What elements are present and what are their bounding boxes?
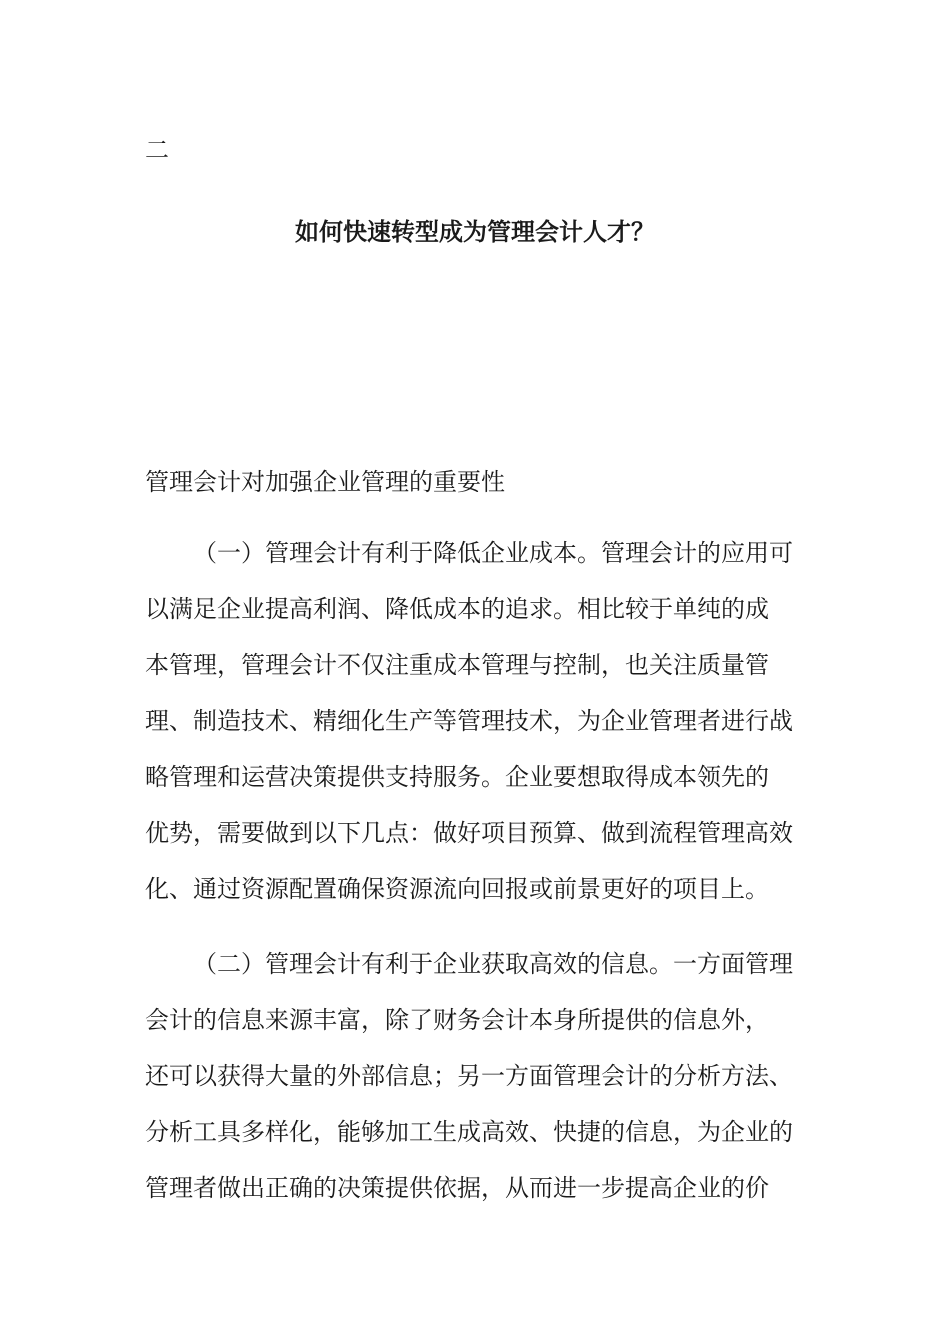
paragraph-line: 还可以获得大量的外部信息；另一方面管理会计的分析方法、 bbox=[145, 1062, 793, 1090]
paragraph-line: 会计的信息来源丰富，除了财务会计本身所提供的信息外， bbox=[145, 1006, 769, 1034]
paragraph-line: 管理者做出正确的决策提供依据，从而进一步提高企业的价 bbox=[145, 1174, 769, 1202]
paragraph-line: 以满足企业提高利润、降低成本的追求。相比较于单纯的成 bbox=[145, 595, 769, 623]
paragraph-line: （二）管理会计有利于企业获取高效的信息。一方面管理 bbox=[193, 950, 793, 978]
paragraph-cost-reduction bbox=[145, 533, 835, 925]
paragraph-line: （一）管理会计有利于降低企业成本。管理会计的应用可 bbox=[193, 539, 793, 567]
section-subheading: 管理会计对加强企业管理的重要性 bbox=[145, 468, 505, 496]
paragraph-line: 优势，需要做到以下几点：做好项目预算、做到流程管理高效 bbox=[145, 819, 793, 847]
paragraph-line: 化、通过资源配置确保资源流向回报或前景更好的项目上。 bbox=[145, 875, 769, 903]
paragraph-line: 略管理和运营决策提供支持服务。企业要想取得成本领先的 bbox=[145, 763, 769, 791]
paragraph-line: 本管理，管理会计不仅注重成本管理与控制，也关注质量管 bbox=[145, 651, 769, 679]
section-number: 二 bbox=[145, 136, 169, 164]
paragraph-line: 理、制造技术、精细化生产等管理技术，为企业管理者进行战 bbox=[145, 707, 793, 735]
document-title: 如何快速转型成为管理会计人才？ bbox=[295, 217, 655, 246]
paragraph-information bbox=[145, 944, 835, 1224]
paragraph-line: 分析工具多样化，能够加工生成高效、快捷的信息，为企业的 bbox=[145, 1118, 793, 1146]
